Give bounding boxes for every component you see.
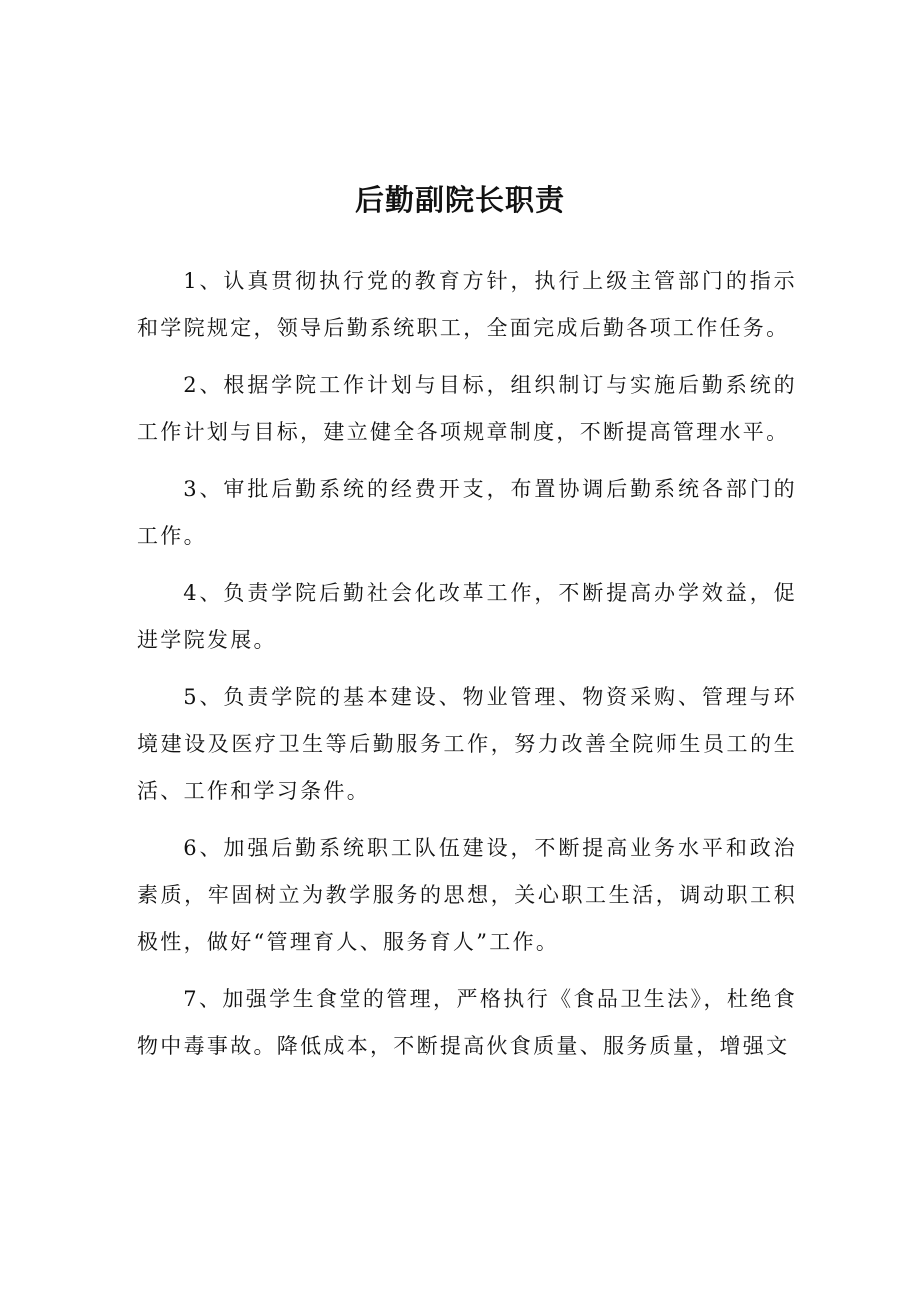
paragraph-7: 7、加强学生食堂的管理，严格执行《食品卫生法》，杜绝食物中毒事故。降低成本，不断提高伙食质量、服务质量，增强文 xyxy=(137,987,797,1058)
paragraph-1: 1、认真贯彻执行党的教育方针，执行上级主管部门的指示和学院规定，领导后勤系统职工，全面完成后勤各项工作任务。 xyxy=(137,269,797,340)
paragraph-4: 4、负责学院后勤社会化改革工作，不断提高办学效益，促进学院发展。 xyxy=(137,581,797,652)
paragraph-2: 2、根据学院工作计划与目标，组织制订与实施后勤系统的工作计划与目标，建立健全各项规章制度，不断提高管理水平。 xyxy=(137,373,797,444)
paragraph-6: 6、加强后勤系统职工队伍建设，不断提高业务水平和政治素质，牢固树立为教学服务的思想，关心职工生活，调动职工积极性，做好“管理育人、服务育人”工作。 xyxy=(137,836,797,954)
paragraph-3: 3、审批后勤系统的经费开支，布置协调后勤系统各部门的工作。 xyxy=(137,477,797,548)
document-title: 后勤副院长职责 xyxy=(354,183,565,217)
paragraph-5: 5、负责学院的基本建设、物业管理、物资采购、管理与环境建设及医疗卫生等后勤服务工作，努力改善全院师生员工的生活、工作和学习条件。 xyxy=(137,685,797,803)
document-body xyxy=(137,258,797,1080)
